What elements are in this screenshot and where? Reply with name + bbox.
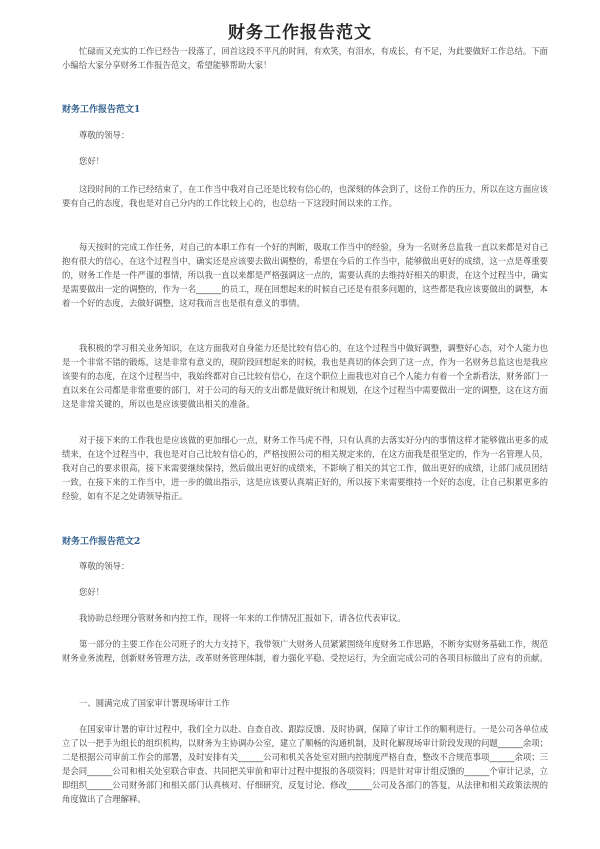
section1-paragraph-1: 这段时间的工作已经结束了，在工作当中我对自己还是比较有信心的，也深刻的体会到了，这份工作的压力，所以在这方面应该要有自己的态度，我也是对自己分内的工作比较上心的，也总结一下这段时间以来的工作。: [62, 184, 548, 208]
section1-greeting: 尊敬的领导：: [79, 130, 130, 140]
section2-heading: 财务工作报告范文2: [62, 537, 141, 547]
section2-hello: 您好！: [79, 587, 105, 597]
section1-heading: 财务工作报告范文1: [62, 105, 141, 115]
section2-paragraph-1: 我协助总经理分管财务和内控工作，现将一年来的工作情况汇报如下，请各位代表审议。: [79, 613, 406, 623]
section1-hello: 您好！: [79, 156, 105, 166]
section1-paragraph-4: 对于接下来的工作我也是应该做的更加细心一点，财务工作马虎不得，只有认真的去落实好分内的事情这样才能够做出更多的成绩来，在这个过程当中，我也是对自己比较有信心的，严格按照公司的相关规定来的，在这方面我是很坚定的，作为一名管理人员，我对自己的要求很高，接下来需要继续保持，然后做出更好的成绩来，不影响了相关的其它工作，做出更好的成绩，让部门成员团结一致，在接下来的工作当中，进一步的做出指示，这是应该要认真端正好的，所以接下来需要维持一个好的态度，让自己积累更多的经验，如有不足之处请领导指正。: [62, 435, 548, 501]
section2-paragraph-4: 在国家审计署的审计过程中，我们全力以赴、自查自改、跟踪反馈、及时协调，保障了审计工作的顺利进行。一是公司各单位成立了以一把手为组长的组织机构，以财务为主协调办公室，建立了顺畅的沟通机制，及时化解现场审计阶段发现的问题______余项；二是根据公司审前工作会的部署，及时安排有关______公司和机关各处室对照内控制度严格自查，整改不合规范事项______余项；三是会同______公司和相关处室联合审查、共同把关审前和审计过程中提报的各项资料；四是针对审计组反馈的______个审计记录，立即组织______公司财务部门和相关部门认真核对、仔细研究，反复讨论、修改______公司及各部门的答复，从法律和相关政策法规的角度做出了合理解释。: [62, 724, 548, 804]
section2-greeting: 尊敬的领导：: [79, 561, 130, 571]
document-title: 财务工作报告范文: [228, 23, 372, 43]
section2-paragraph-2: 第一部分的主要工作在公司班子的大力支持下，我带领广大财务人员紧紧围绕年度财务工作思路，不断夯实财务基础工作，规范财务业务流程，创新财务管理方法，改革财务管理体制，着力强化平稳、受控运行，为全面完成公司的各项目标做出了应有的贡献。: [62, 639, 548, 663]
section1-paragraph-3: 我积极的学习相关业务知识，在这方面我对自身能力还是比较有信心的，在这个过程当中做好调整，调整好心态，对个人能力也是一个非常不错的锻炼，这是非常有意义的，现阶段回想起来的时候，我也是真切的体会到了这一点，作为一名财务总监这也是我应该要有的态度，在这个过程当中，我始终都对自己比较有信心，在这个职位上面我也对自己个人能力有着一个全新看法，财务部门一直以来在公司都是非常重要的部门，对于公司的每天的支出都是做好统计和规划，在这个过程当中需要做出一定的调整，这在这方面这是非常关键的，所以也是应该要做出相关的准备。: [62, 343, 548, 409]
intro-paragraph: 忙碌而又充实的工作已经告一段落了，回首这段不平凡的时间，有欢笑，有泪水，有成长，有不足，为此要做好工作总结。下面小编给大家分享财务工作报告范文，希望能够帮助大家！: [62, 46, 548, 70]
section2-paragraph-3: 一、圆满完成了国家审计署现场审计工作: [79, 698, 230, 708]
section1-paragraph-2: 每天按时的完成工作任务，对自己的本职工作有一个好的判断，吸取工作当中的经验，身为一名财务总监我一直以来都是对自己抱有很大的信心，在这个过程当中，确实还是应该要去做出调整的，希望在今后的工作当中，能够做出更好的成绩，这一点是尊重要的，财务工作是一件严谨的事情，所以我一直以来都是严格强调这一点的，需要认真的去维持好相关的职责，在这个过程当中，确实是需要做出一定的调整的，作为一名______的员工，现在回想起来的时候自己还是有很多问题的，这些都是我应该要做出的调整，本着一个好的态度，去做好调整，这对我而言也是很有意义的事情。: [62, 242, 548, 308]
